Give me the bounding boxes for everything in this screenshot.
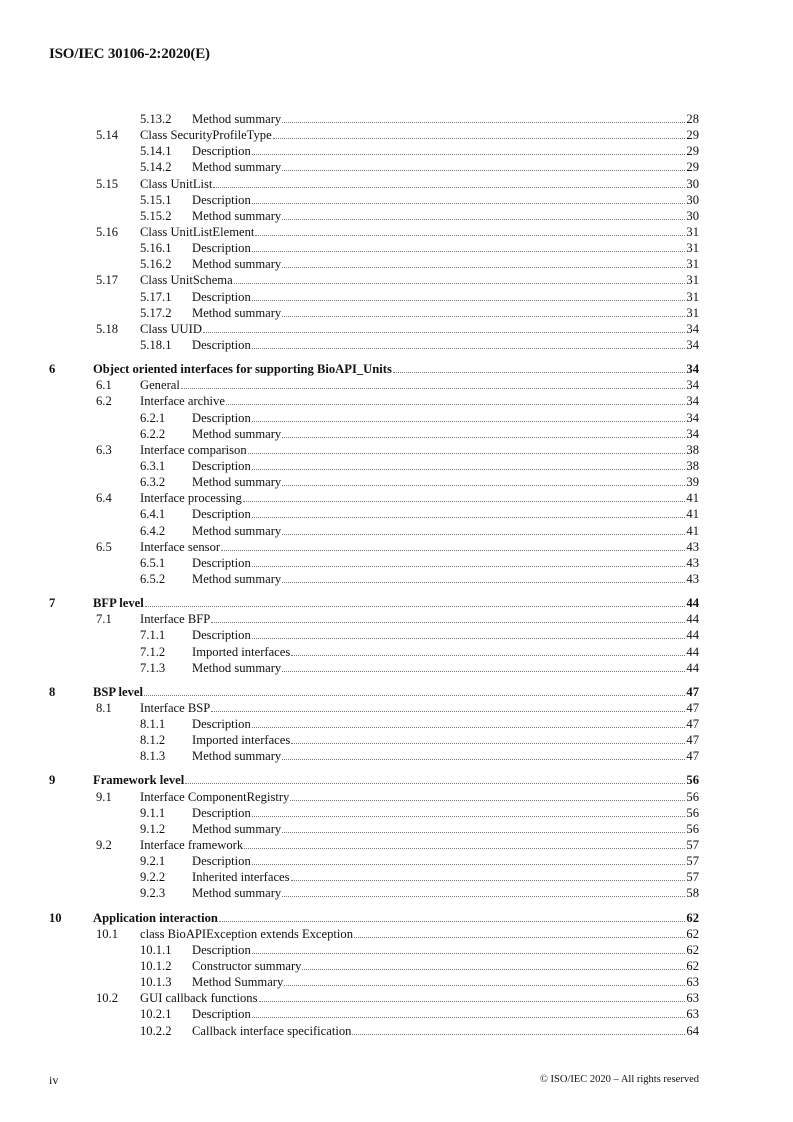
toc-entry-page: 62 <box>686 942 699 957</box>
toc-entry[interactable] <box>49 337 699 353</box>
toc-entry-number: 9.1.2 <box>140 821 166 836</box>
toc-entry-title: Interface archive <box>140 394 225 409</box>
toc-entry-title: Interface framework <box>140 838 244 853</box>
dot-leader <box>252 815 686 817</box>
toc-entry-page: 30 <box>686 192 699 207</box>
dot-leader <box>282 670 685 672</box>
toc-entry-title: Constructor summary <box>192 959 302 974</box>
toc-entry-title: Description <box>192 942 251 957</box>
toc-entry-page: 64 <box>686 1023 699 1038</box>
dot-leader <box>252 726 686 728</box>
toc-entry-title: Object oriented interfaces for supporting BioAPI_Units <box>93 362 392 377</box>
toc-entry-title: class BioAPIException extends Exception <box>140 926 353 941</box>
toc-entry-page: 34 <box>686 410 699 425</box>
dot-leader <box>252 565 686 567</box>
toc-entry[interactable] <box>49 490 699 506</box>
toc-entry[interactable] <box>49 869 699 885</box>
dot-leader <box>185 782 685 784</box>
toc-entry-number: 6.2.1 <box>140 410 166 425</box>
dot-leader <box>291 654 685 656</box>
toc-entry[interactable] <box>49 821 699 837</box>
toc-entry-number: 5.14 <box>96 128 119 143</box>
toc-entry-page: 47 <box>686 733 699 748</box>
toc-entry-number: 8.1 <box>96 700 112 715</box>
toc-entry-page: 57 <box>686 870 699 885</box>
toc-entry[interactable] <box>49 305 699 321</box>
toc-entry-page: 62 <box>686 910 699 925</box>
toc-entry-number: 5.16.1 <box>140 241 172 256</box>
dot-leader <box>252 347 686 349</box>
toc-entry-page: 44 <box>686 644 699 659</box>
toc-entry-number: 6.5 <box>96 539 112 554</box>
toc-entry-number: 6.5.1 <box>140 555 166 570</box>
toc-entry-title: Method summary <box>192 305 282 320</box>
toc-entry[interactable] <box>49 732 699 748</box>
toc-entry-title: Class UnitSchema <box>140 273 233 288</box>
toc-entry-page: 31 <box>686 241 699 256</box>
toc-entry-title: Description <box>192 144 251 159</box>
toc-entry-title: BSP level <box>93 684 144 699</box>
toc-entry[interactable] <box>49 240 699 256</box>
toc-entry-page: 29 <box>686 160 699 175</box>
toc-entry[interactable] <box>49 660 699 676</box>
toc-entry-number: 5.15.1 <box>140 192 172 207</box>
toc-entry-page: 29 <box>686 144 699 159</box>
toc-entry[interactable] <box>49 256 699 272</box>
toc-entry-title: Interface ComponentRegistry <box>140 789 290 804</box>
dot-leader <box>290 799 685 801</box>
dot-leader <box>243 500 686 502</box>
toc-entry-page: 63 <box>686 1007 699 1022</box>
toc-entry-title: Application interaction <box>93 910 218 925</box>
dot-leader <box>393 371 686 373</box>
dot-leader <box>211 621 685 623</box>
toc-entry-page: 47 <box>686 684 699 699</box>
toc-entry-page: 44 <box>686 612 699 627</box>
toc-entry-number: 10.2 <box>96 991 119 1006</box>
toc-entry[interactable] <box>49 926 699 942</box>
dot-leader <box>282 315 685 317</box>
dot-leader <box>282 581 685 583</box>
toc-entry[interactable] <box>49 990 699 1006</box>
toc-entry-number: 6.4.2 <box>140 523 166 538</box>
toc-entry[interactable] <box>49 377 699 393</box>
toc-entry[interactable] <box>49 789 699 805</box>
toc-entry-title: Interface comparison <box>140 442 247 457</box>
toc-entry-number: 10.2.2 <box>140 1023 172 1038</box>
toc-entry[interactable] <box>49 974 699 990</box>
dot-leader <box>252 1016 686 1018</box>
toc-entry-title: Inherited interfaces <box>192 870 290 885</box>
toc-entry-number: 9.2.1 <box>140 854 166 869</box>
toc-entry-number: 10 <box>49 910 62 925</box>
toc-entry-title: Class UnitListElement <box>140 224 255 239</box>
toc-entry-number: 9.1 <box>96 789 112 804</box>
toc-entry-number: 6.2 <box>96 394 112 409</box>
dot-leader <box>252 299 686 301</box>
toc-entry-title: Class UnitList <box>140 176 213 191</box>
toc-entry[interactable] <box>49 772 699 788</box>
toc-entry-title: Description <box>192 507 251 522</box>
dot-leader <box>282 895 685 897</box>
toc-entry[interactable] <box>49 885 699 901</box>
toc-entry-page: 34 <box>686 394 699 409</box>
dot-leader <box>145 605 686 607</box>
toc-entry-title: Description <box>192 241 251 256</box>
dot-leader <box>234 282 686 284</box>
toc-entry-page: 28 <box>686 112 699 126</box>
toc-entry[interactable] <box>49 176 699 192</box>
toc-entry-title: Interface sensor <box>140 539 221 554</box>
toc-entry-page: 57 <box>686 854 699 869</box>
toc-entry-title: General <box>140 378 180 393</box>
toc-entry-page: 56 <box>686 805 699 820</box>
toc-entry-page: 62 <box>686 926 699 941</box>
toc-entry[interactable] <box>49 208 699 224</box>
dot-leader <box>252 516 686 518</box>
toc-entry-title: Description <box>192 410 251 425</box>
dot-leader <box>282 121 685 123</box>
toc-entry[interactable] <box>49 611 699 627</box>
toc-entry[interactable] <box>49 684 699 700</box>
toc-entry-title: Method summary <box>192 523 282 538</box>
toc-entry[interactable] <box>49 224 699 240</box>
dot-leader <box>252 863 686 865</box>
dot-leader <box>282 266 685 268</box>
toc-entry-number: 6.3.2 <box>140 475 166 490</box>
toc-entry[interactable] <box>49 321 699 337</box>
dot-leader <box>291 879 686 881</box>
toc-entry-number: 7 <box>49 596 56 611</box>
toc-entry-page: 62 <box>686 959 699 974</box>
toc-entry[interactable] <box>49 474 699 490</box>
toc-entry-number: 7.1.1 <box>140 628 166 643</box>
dot-leader <box>252 420 686 422</box>
toc-entry-number: 10.1.1 <box>140 942 172 957</box>
document-header: ISO/IEC 30106-2:2020(E) <box>49 46 210 62</box>
toc-entry-number: 5.14.2 <box>140 160 172 175</box>
dot-leader <box>203 331 685 333</box>
toc-entry[interactable] <box>49 458 699 474</box>
dot-leader <box>255 234 685 236</box>
dot-leader <box>252 250 686 252</box>
toc-entry-number: 5.17.1 <box>140 289 172 304</box>
toc-entry[interactable] <box>49 506 699 522</box>
toc-entry-number: 7.1 <box>96 612 112 627</box>
toc-entry[interactable] <box>49 272 699 288</box>
toc-entry-number: 6.3.1 <box>140 458 166 473</box>
toc-entry-page: 31 <box>686 273 699 288</box>
toc-entry-page: 47 <box>686 749 699 764</box>
toc-entry-page: 41 <box>686 523 699 538</box>
toc-entry-title: Interface processing <box>140 491 242 506</box>
toc-entry-page: 44 <box>686 628 699 643</box>
toc-entry[interactable] <box>49 748 699 764</box>
toc-entry-page: 30 <box>686 208 699 223</box>
toc-entry[interactable] <box>49 1023 699 1039</box>
dot-leader <box>252 468 686 470</box>
toc-entry-number: 9.1.1 <box>140 805 166 820</box>
toc-entry-page: 29 <box>686 128 699 143</box>
toc-entry[interactable] <box>49 127 699 143</box>
toc-entry-title: Method summary <box>192 160 282 175</box>
toc-entry[interactable] <box>49 942 699 958</box>
toc-entry-title: Method summary <box>192 112 282 126</box>
toc-entry[interactable] <box>49 627 699 643</box>
toc-entry-title: Imported interfaces <box>192 644 291 659</box>
toc-entry-page: 63 <box>686 975 699 990</box>
toc-entry-page: 58 <box>686 886 699 901</box>
toc-entry-title: Method summary <box>192 257 282 272</box>
toc-entry-page: 30 <box>686 176 699 191</box>
toc-entry-number: 6.4.1 <box>140 507 166 522</box>
toc-entry-title: Method summary <box>192 821 282 836</box>
dot-leader <box>252 153 686 155</box>
toc-entry-title: Description <box>192 628 251 643</box>
toc-entry-title: Framework level <box>93 773 185 788</box>
toc-entry-page: 56 <box>686 789 699 804</box>
toc-entry[interactable] <box>49 910 699 926</box>
toc-entry-number: 6.3 <box>96 442 112 457</box>
toc-entry-title: Method summary <box>192 749 282 764</box>
toc-entry-number: 9 <box>49 773 56 788</box>
toc-entry[interactable] <box>49 523 699 539</box>
dot-leader <box>284 984 685 986</box>
toc-entry-number: 7.1.3 <box>140 660 166 675</box>
toc-entry[interactable] <box>49 393 699 409</box>
toc-entry-number: 5.17.2 <box>140 305 172 320</box>
toc-entry-title: Method summary <box>192 886 282 901</box>
dot-leader <box>282 831 685 833</box>
toc-entry-title: Description <box>192 458 251 473</box>
toc-entry-title: Method summary <box>192 426 282 441</box>
toc-entry-page: 43 <box>686 555 699 570</box>
dot-leader <box>219 920 686 922</box>
toc-entry-page: 43 <box>686 571 699 586</box>
toc-entry[interactable] <box>49 289 699 305</box>
dot-leader <box>252 202 686 204</box>
toc-entry[interactable] <box>49 192 699 208</box>
toc-entry-number: 6.1 <box>96 378 112 393</box>
toc-entry-page: 47 <box>686 717 699 732</box>
toc-entry-title: Description <box>192 805 251 820</box>
toc-entry-number: 6.4 <box>96 491 112 506</box>
toc-entry[interactable] <box>49 143 699 159</box>
toc-entry-number: 5.13.2 <box>140 112 172 126</box>
toc-entry-page: 47 <box>686 700 699 715</box>
toc-entry-title: Description <box>192 1007 251 1022</box>
toc-entry-title: GUI callback functions <box>140 991 258 1006</box>
toc-entry[interactable] <box>49 716 699 732</box>
toc-entry-title: Class SecurityProfileType <box>140 128 272 143</box>
toc-entry-title: Method summary <box>192 571 282 586</box>
dot-leader <box>302 968 685 970</box>
toc-entry[interactable] <box>49 853 699 869</box>
dot-leader <box>259 1000 686 1002</box>
toc-entry-title: Description <box>192 289 251 304</box>
dot-leader <box>252 637 686 639</box>
toc-entry-page: 56 <box>686 821 699 836</box>
toc-entry-number: 5.15 <box>96 176 119 191</box>
toc-entry-title: Class UUID <box>140 321 202 336</box>
toc-entry[interactable] <box>49 571 699 587</box>
dot-leader <box>252 952 686 954</box>
toc-entry-title: Description <box>192 192 251 207</box>
toc-entry-number: 6.2.2 <box>140 426 166 441</box>
toc-entry-number: 8.1.3 <box>140 749 166 764</box>
toc-entry[interactable] <box>49 442 699 458</box>
toc-entry-number: 5.14.1 <box>140 144 172 159</box>
toc-entry-number: 8.1.1 <box>140 717 166 732</box>
toc-entry-number: 6.5.2 <box>140 571 166 586</box>
dot-leader <box>282 436 685 438</box>
toc-entry-title: Description <box>192 337 251 352</box>
toc-entry-title: Description <box>192 555 251 570</box>
toc-entry-title: Method summary <box>192 208 282 223</box>
toc-entry-number: 9.2.2 <box>140 870 166 885</box>
toc-entry-page: 56 <box>686 773 699 788</box>
dot-leader <box>248 452 686 454</box>
toc-entry-page: 31 <box>686 305 699 320</box>
dot-leader <box>282 533 685 535</box>
toc-entry-page: 44 <box>686 596 699 611</box>
toc-entry[interactable] <box>49 595 699 611</box>
toc-entry-page: 41 <box>686 491 699 506</box>
toc-entry-number: 5.15.2 <box>140 208 172 223</box>
toc-entry[interactable] <box>49 361 699 377</box>
toc-entry-title: Description <box>192 717 251 732</box>
toc-entry-page: 34 <box>686 321 699 336</box>
toc-entry-page: 38 <box>686 442 699 457</box>
dot-leader <box>282 484 685 486</box>
dot-leader <box>354 936 685 938</box>
toc-entry-number: 5.16.2 <box>140 257 172 272</box>
page-number: iv <box>49 1073 59 1087</box>
dot-leader <box>144 694 685 696</box>
toc-entry-page: 43 <box>686 539 699 554</box>
dot-leader <box>282 758 685 760</box>
toc-entry-title: Method summary <box>192 660 282 675</box>
toc-entry-number: 5.18 <box>96 321 119 336</box>
table-of-contents <box>49 111 699 1039</box>
toc-entry-page: 34 <box>686 426 699 441</box>
toc-entry[interactable] <box>49 644 699 660</box>
toc-entry-title: Imported interfaces <box>192 733 291 748</box>
dot-leader <box>282 218 685 220</box>
dot-leader <box>181 387 686 389</box>
toc-entry-title: Description <box>192 854 251 869</box>
toc-entry[interactable] <box>49 539 699 555</box>
toc-entry-title: Interface BSP <box>140 700 211 715</box>
dot-leader <box>352 1033 685 1035</box>
toc-entry-number: 8 <box>49 684 56 699</box>
dot-leader <box>211 710 685 712</box>
toc-entry-page: 31 <box>686 289 699 304</box>
toc-entry-number: 8.1.2 <box>140 733 166 748</box>
toc-entry[interactable] <box>49 700 699 716</box>
toc-entry-page: 41 <box>686 507 699 522</box>
toc-entry[interactable] <box>49 426 699 442</box>
toc-entry-number: 10.1 <box>96 926 119 941</box>
toc-entry-title: Callback interface specification <box>192 1023 352 1038</box>
toc-entry[interactable] <box>49 159 699 175</box>
dot-leader <box>213 186 685 188</box>
toc-entry-number: 5.16 <box>96 224 119 239</box>
toc-entry[interactable] <box>49 410 699 426</box>
toc-entry-number: 5.18.1 <box>140 337 172 352</box>
toc-entry-page: 44 <box>686 660 699 675</box>
toc-entry-number: 10.1.3 <box>140 975 172 990</box>
toc-entry-number: 10.1.2 <box>140 959 172 974</box>
toc-entry[interactable] <box>49 805 699 821</box>
toc-entry-number: 7.1.2 <box>140 644 166 659</box>
dot-leader <box>244 847 685 849</box>
copyright-notice: © ISO/IEC 2020 – All rights reserved <box>539 1074 699 1085</box>
toc-entry-title: BFP level <box>93 596 144 611</box>
toc-entry-number: 5.17 <box>96 273 119 288</box>
toc-entry-page: 57 <box>686 838 699 853</box>
toc-entry-number: 9.2 <box>96 838 112 853</box>
toc-entry-page: 31 <box>686 257 699 272</box>
toc-entry[interactable] <box>49 1006 699 1022</box>
toc-entry[interactable] <box>49 111 699 127</box>
toc-entry-title: Interface BFP <box>140 612 211 627</box>
toc-entry-title: Method summary <box>192 475 282 490</box>
toc-entry-page: 34 <box>686 337 699 352</box>
toc-entry-title: Method Summary <box>192 975 284 990</box>
toc-entry-page: 31 <box>686 224 699 239</box>
dot-leader <box>221 549 685 551</box>
dot-leader <box>282 169 685 171</box>
toc-entry-number: 10.2.1 <box>140 1007 172 1022</box>
toc-entry-page: 39 <box>686 475 699 490</box>
toc-entry-number: 9.2.3 <box>140 886 166 901</box>
toc-entry[interactable] <box>49 555 699 571</box>
toc-entry[interactable] <box>49 837 699 853</box>
toc-entry-page: 34 <box>686 378 699 393</box>
dot-leader <box>291 742 685 744</box>
toc-entry-page: 34 <box>686 362 699 377</box>
toc-entry-page: 63 <box>686 991 699 1006</box>
toc-entry-page: 38 <box>686 458 699 473</box>
dot-leader <box>226 403 685 405</box>
dot-leader <box>273 137 686 139</box>
toc-entry-number: 6 <box>49 362 56 377</box>
toc-entry[interactable] <box>49 958 699 974</box>
